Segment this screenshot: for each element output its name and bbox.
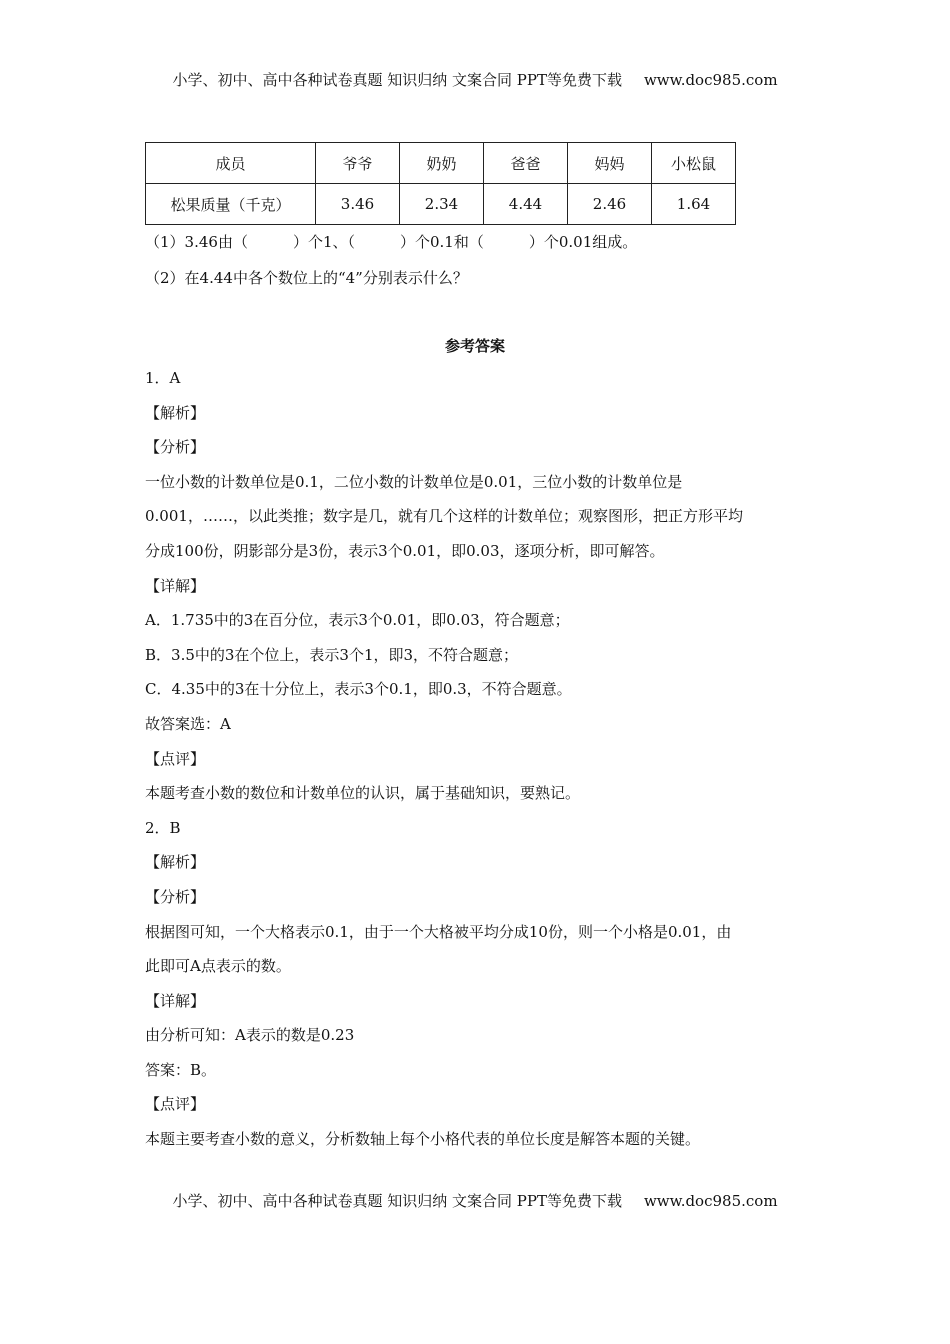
answer-line: 一位小数的计数单位是0.1，二位小数的计数单位是0.01，三位小数的计数单位是: [145, 472, 683, 491]
answer-line: 1．A: [145, 369, 181, 387]
answer-line: 【详解】: [145, 991, 206, 1010]
answer-line: 【点评】: [145, 749, 206, 768]
page-header: [0, 69, 950, 90]
table-header-row: [146, 143, 736, 184]
page-footer: [0, 1190, 950, 1211]
answer-line: 此即可A点表示的数。: [145, 957, 291, 976]
question-1: （1）3.46由（ ）个1、（ ）个0.1和（ ）个0.01组成。: [145, 233, 638, 251]
answer-line: 0.001，……，以此类推；数字是几，就有几个这样的计数单位；观察图形，把正方形平均: [145, 507, 743, 526]
answer-line: 本题考查小数的数位和计数单位的认识，属于基础知识，要熟记。: [145, 784, 581, 803]
table-row: [146, 184, 736, 225]
answer-line: 根据图可知，一个大格表示0.1，由于一个大格被平均分成10份，则一个小格是0.01，由: [145, 922, 732, 941]
answer-line: 答案：B。: [145, 1060, 217, 1079]
table-cell: 小松鼠: [652, 143, 736, 184]
table-cell: 爸爸: [484, 143, 568, 184]
answer-line: B．3.5中的3在个位上，表示3个1，即3，不符合题意；: [145, 645, 519, 664]
pinecone-table: [145, 142, 736, 225]
answer-title: 参考答案: [444, 337, 505, 355]
table-cell: 妈妈: [568, 143, 652, 184]
header-site: www.doc985.com: [643, 71, 778, 89]
table-cell: 1.64: [652, 184, 736, 225]
header-text: 小学、初中、高中各种试卷真题 知识归纳 文案合同 PPT等免费下载: [172, 71, 622, 89]
answer-line: 【解析】: [145, 853, 206, 872]
answer-body: [145, 361, 815, 1157]
table-cell: 松果质量（千克）: [146, 184, 316, 225]
table-cell: 2.46: [568, 184, 652, 225]
answer-line: 2．B: [145, 818, 181, 837]
answer-line: 【解析】: [145, 403, 206, 422]
table-cell: 3.46: [316, 184, 400, 225]
table-cell: 2.34: [400, 184, 484, 225]
answer-line: 【分析】: [145, 438, 206, 457]
answer-line: 分成100份，阴影部分是3份，表示3个0.01，即0.03，逐项分析，即可解答。: [145, 541, 665, 560]
answer-line: 【详解】: [145, 576, 206, 595]
answer-line: 【分析】: [145, 887, 206, 906]
answer-line: 【点评】: [145, 1095, 206, 1114]
table-cell: 奶奶: [400, 143, 484, 184]
answer-line: 故答案选：A: [145, 714, 231, 733]
table-cell: 爷爷: [316, 143, 400, 184]
answer-line: 本题主要考查小数的意义，分析数轴上每个小格代表的单位长度是解答本题的关键。: [145, 1130, 701, 1149]
footer-site: www.doc985.com: [643, 1192, 778, 1210]
answer-line: A．1.735中的3在百分位，表示3个0.01，即0.03，符合题意；: [145, 611, 570, 630]
footer-text: 小学、初中、高中各种试卷真题 知识归纳 文案合同 PPT等免费下载: [172, 1192, 622, 1210]
table-cell: 4.44: [484, 184, 568, 225]
table-cell: 成员: [146, 143, 316, 184]
answer-line: C．4.35中的3在十分位上，表示3个0.1，即0.3，不符合题意。: [145, 680, 572, 699]
answer-line: 由分析可知：A表示的数是0.23: [145, 1026, 355, 1045]
question-2: （2）在4.44中各个数位上的“4”分别表示什么？: [145, 269, 468, 287]
